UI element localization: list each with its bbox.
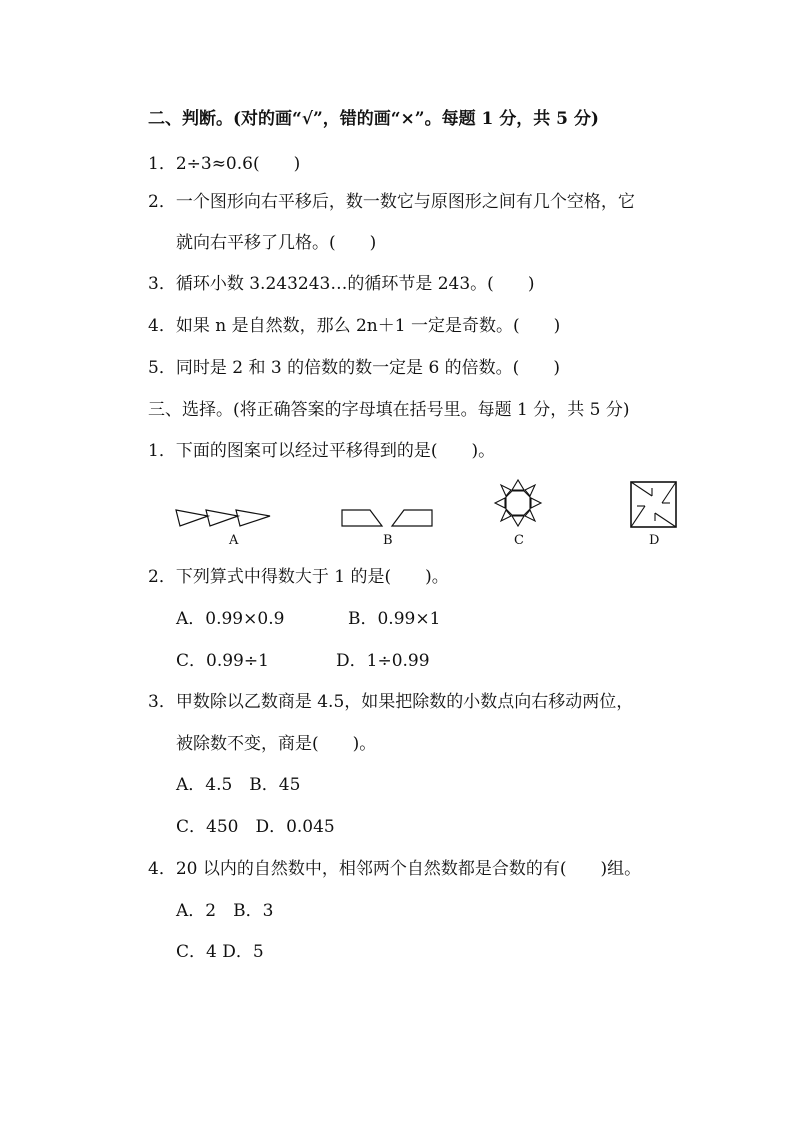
figure-b-trapezoids [338, 500, 438, 530]
section-3-header: 三、选择。(将正确答案的字母填在括号里。每题 1 分，共 5 分) [148, 400, 630, 420]
choice-q1: 1．下面的图案可以经过平移得到的是( )。 [148, 441, 496, 461]
figure-d-label: D [649, 533, 660, 548]
judge-item-2-continued: 就向右平移了几格。( ) [176, 233, 377, 253]
choice-q2: 2．下列算式中得数大于 1 的是( )。 [148, 567, 449, 587]
choice-q3: 3．甲数除以乙数商是 4.5，如果把除数的小数点向右移动两位， [148, 692, 634, 712]
section-2-header: 二、判断。(对的画“√”，错的画“×”。每题 1 分，共 5 分) [148, 109, 599, 129]
judge-item-1: 1．2÷3≈0.6( ) [148, 154, 301, 174]
judge-item-4: 4．如果 n 是自然数，那么 2n＋1 一定是奇数。( ) [148, 316, 561, 336]
judge-item-5: 5．同时是 2 和 3 的倍数的数一定是 6 的倍数。( ) [148, 358, 560, 378]
choice-q2-option-d: D．1÷0.99 [336, 651, 430, 671]
figure-c-label: C [514, 533, 524, 548]
figure-a-triangles [170, 500, 280, 530]
figure-b-label: B [383, 533, 393, 548]
choice-q4-options-ab: A．2 B．3 [176, 901, 274, 921]
figure-a-label: A [229, 533, 239, 548]
choice-q2-option-c: C．0.99÷1 [176, 651, 269, 671]
figure-c-rotated-triangles [490, 477, 546, 529]
choice-q3-options-ab: A．4.5 B．45 [176, 775, 301, 795]
figure-d-pinwheel-square [628, 480, 680, 530]
choice-q2-option-a: A．0.99×0.9 [176, 609, 285, 629]
choice-q3-continued: 被除数不变，商是( )。 [176, 734, 377, 754]
choice-q4-options-cd: C．4 D．5 [176, 942, 264, 962]
choice-q3-options-cd: C．450 D．0.045 [176, 817, 335, 837]
judge-item-3: 3．循环小数 3.243243…的循环节是 243。( ) [148, 274, 535, 294]
choice-q2-option-b: B．0.99×1 [348, 609, 441, 629]
judge-item-2: 2．一个图形向右平移后，数一数它与原图形之间有几个空格，它 [148, 192, 635, 212]
choice-q4: 4．20 以内的自然数中，相邻两个自然数都是合数的有( )组。 [148, 859, 642, 879]
